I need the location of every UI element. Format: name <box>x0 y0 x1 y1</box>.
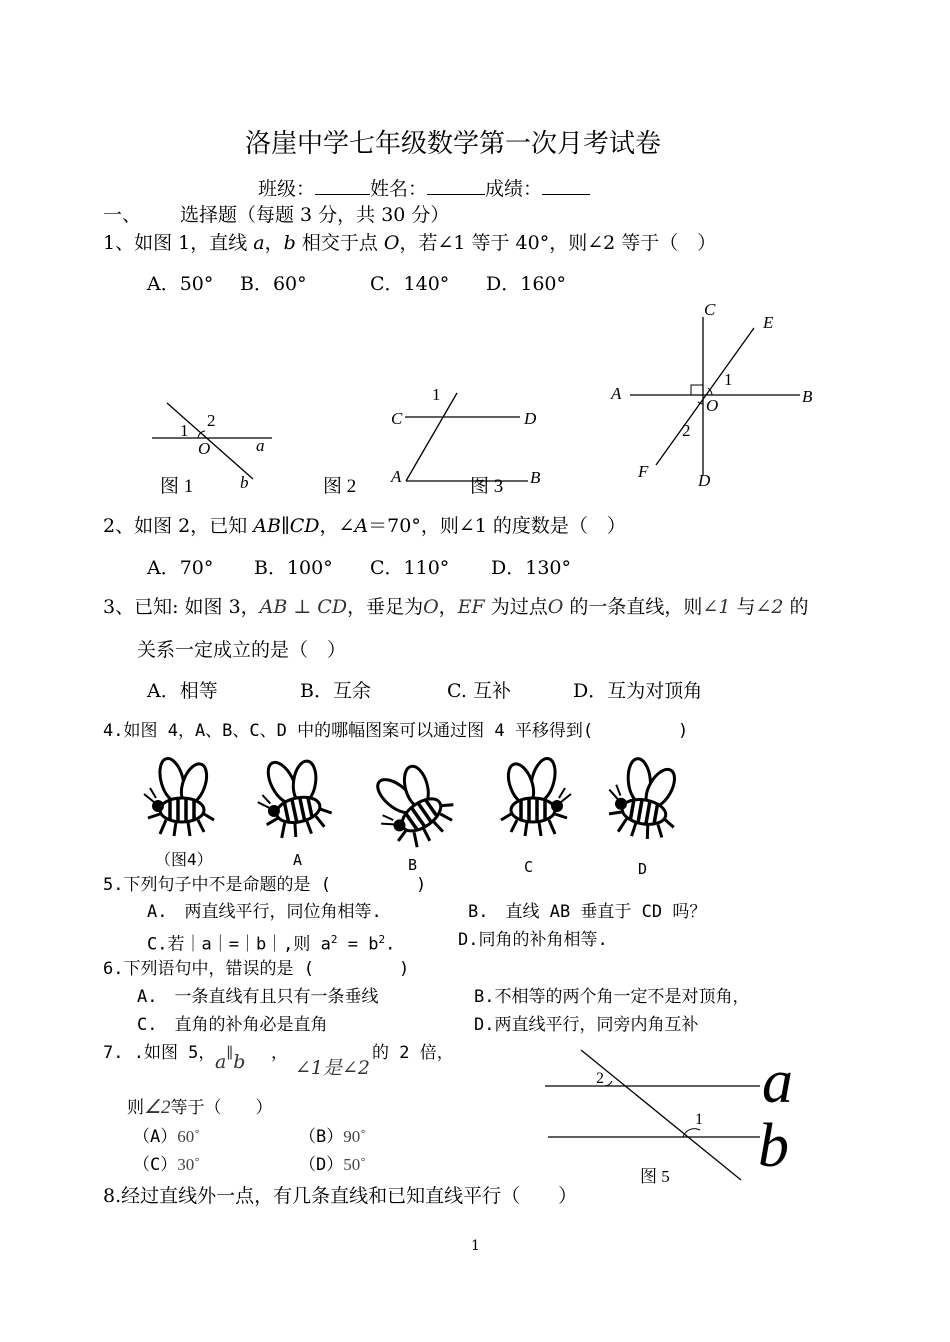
q2-option-d: D．130° <box>491 557 571 579</box>
q7-option-b-label: （B） <box>299 1127 344 1147</box>
q3-option-d: D．互为对顶角 <box>573 680 703 702</box>
q3-text-a: 3、已知: 如图 3， <box>103 596 260 618</box>
q1-text-b: 相交于点 <box>295 232 384 254</box>
q6-option-a: A. 一条直线有且只有一条垂线 <box>137 987 379 1007</box>
fig3-label-2: 2 <box>682 421 691 440</box>
name-label: 姓名： <box>370 178 428 200</box>
q1-sep: ， <box>264 232 284 254</box>
fig3-label-o: O <box>706 396 719 415</box>
class-label: 班级： <box>258 178 316 200</box>
fig1-label-o: O <box>198 439 211 458</box>
score-label: 成绩： <box>485 178 543 200</box>
q3-text-d: 的一条直线，则 <box>563 596 703 618</box>
score-blank[interactable] <box>542 176 590 195</box>
q3-text-f: 的 <box>783 596 809 618</box>
q1-text-a: 1、如图 1，直线 <box>103 232 254 254</box>
q5-option-a: A. 两直线平行，同位角相等. <box>147 902 382 922</box>
fig5-label-a: a <box>762 1048 793 1116</box>
q5-option-c-text-b: = b <box>337 934 379 955</box>
q6-option-d: D.两直线平行，同旁内角互补 <box>474 1015 699 1035</box>
q6-option-c: C. 直角的补角必是直角 <box>137 1015 328 1035</box>
q7-text-b: 的 2 倍， <box>372 1043 454 1063</box>
bee-figure-4 <box>144 756 214 836</box>
fig5-transversal <box>581 1050 741 1180</box>
student-info-line <box>258 176 590 201</box>
q7-option-a-label: （A） <box>133 1127 178 1147</box>
fig3-label-e: E <box>763 313 774 332</box>
figure-3 <box>470 300 813 497</box>
q7-angle-expr: ∠1是∠2 <box>295 1057 371 1079</box>
q2-parallel: ∥ <box>280 515 290 537</box>
fig1-label-b: b <box>240 473 249 492</box>
fig2-label-c: C <box>391 409 403 428</box>
class-blank[interactable] <box>315 176 370 195</box>
q3-var-o: O <box>423 596 439 618</box>
question-4: 4.如图 4，A、B、C、D 中的哪幅图案可以通过图 4 平移得到( ) <box>103 721 689 741</box>
q3-angle-1: ∠1 <box>702 596 731 618</box>
q2-text-a: 2、如图 2，已知 <box>103 515 254 537</box>
q3-expr-ab-perp-cd: AB ⊥ CD <box>259 596 348 618</box>
q7-sep: ， <box>271 1043 288 1063</box>
question-8: 8.经过直线外一点，有几条直线和已知直线平行（ ） <box>103 1185 578 1207</box>
fig5-angle-arc-2 <box>604 1081 612 1086</box>
name-blank[interactable] <box>427 176 485 195</box>
q4-label-d: D <box>638 860 648 878</box>
page-number: 1 <box>471 1238 480 1254</box>
q1-var-o: O <box>383 232 400 254</box>
fig5-label-1: 1 <box>695 1111 703 1128</box>
figure-5 <box>0 1040 950 1200</box>
fig3-label-b: B <box>802 387 813 406</box>
section-heading: 选择题（每题 3 分，共 30 分） <box>180 204 450 226</box>
q4-label-b: B <box>408 856 418 874</box>
q3-text-e: 与 <box>730 596 756 618</box>
fig1-label-1: 1 <box>180 421 189 440</box>
q3-var-o2: O <box>547 596 564 618</box>
question-7-intro: 7. .如图 5， <box>103 1043 216 1063</box>
q2-text-b: ，∠ <box>319 515 355 537</box>
fig3-line-ef <box>656 328 754 465</box>
fig1-caption: 图 1 <box>160 476 194 497</box>
fig3-caption: 图 3 <box>470 476 504 497</box>
q2-option-a: A．70° <box>147 557 214 579</box>
question-2 <box>103 514 626 538</box>
figures-1-3 <box>0 295 950 515</box>
q4-bee-figures <box>0 752 950 882</box>
q1-option-c: C．140° <box>370 273 450 295</box>
question-6: 6.下列语句中，错误的是 ( ) <box>103 959 410 979</box>
q3-angle-2: ∠2 <box>755 596 784 618</box>
q7-option-a-value: 60˚ <box>177 1127 200 1146</box>
figure-2 <box>323 385 541 497</box>
fig3-label-c: C <box>704 300 716 319</box>
q4-label-c: C <box>524 858 534 876</box>
q6-option-b: B.不相等的两个角一定不是对顶角， <box>474 987 750 1007</box>
q5-option-d: D.同角的补角相等. <box>458 930 608 950</box>
q5-option-c-text-c: . <box>385 934 396 955</box>
q3-option-c: C. 互补 <box>447 680 511 702</box>
fig3-label-d: D <box>698 471 711 490</box>
q3-var-ef: EF <box>457 596 485 618</box>
q3-option-b: B．互余 <box>300 680 371 702</box>
bee-option-d[interactable] <box>602 752 685 843</box>
fig3-right-angle-mark <box>691 385 703 395</box>
q7-option-c-value: 30˚ <box>177 1155 200 1174</box>
q7-parallel: ∥ <box>226 1044 234 1062</box>
q7-option-b-value: 90˚ <box>343 1127 366 1146</box>
q3-text-c: 为过点 <box>484 596 548 618</box>
fig5-label-b: b <box>758 1112 789 1180</box>
question-1 <box>103 231 716 255</box>
q3-sep: ， <box>438 596 458 618</box>
question-3-line-1 <box>103 595 809 619</box>
fig5-caption: 图 5 <box>640 1167 670 1186</box>
q2-option-c: C．110° <box>370 557 450 579</box>
section-number: 一、 <box>103 204 142 226</box>
q1-option-b: B．60° <box>240 273 307 295</box>
q2-option-b: B．100° <box>254 557 333 579</box>
q5-option-b: B. 直线 AB 垂直于 CD 吗？ <box>468 902 707 922</box>
q2-cd: CD <box>289 515 320 537</box>
q4-label-figure-4: （图4） <box>155 850 213 869</box>
q5-option-c <box>147 928 395 957</box>
fig2-label-b: B <box>530 468 541 487</box>
q1-option-d: D．160° <box>486 273 566 295</box>
q7-then: 则 <box>127 1098 144 1118</box>
q5-option-c-text-a: C.若｜a｜=｜b｜,则 a <box>147 934 331 955</box>
fig3-label-1: 1 <box>724 370 733 389</box>
question-5: 5.下列句子中不是命题的是 ( ) <box>103 875 427 895</box>
fig2-label-1: 1 <box>432 385 441 404</box>
figure-1 <box>152 403 272 497</box>
bee-option-b[interactable] <box>359 752 462 858</box>
q2-var-a: A <box>354 515 369 537</box>
q4-label-a: A <box>293 851 303 869</box>
q1-var-a: a <box>253 232 265 254</box>
q5-option-c-sup-1: 2 <box>330 933 338 946</box>
fig1-label-2: 2 <box>207 411 216 430</box>
q3-option-a: A．相等 <box>147 680 218 702</box>
bee-option-c[interactable] <box>501 756 571 836</box>
q7-option-d-value: 50˚ <box>343 1155 366 1174</box>
fig2-label-d: D <box>524 409 537 428</box>
q1-text-c: ，若∠1 等于 40°，则∠2 等于（ ） <box>399 232 717 254</box>
q7-equals: 等于（ ） <box>170 1098 273 1118</box>
q1-option-a: A．50° <box>147 273 214 295</box>
fig3-label-f: F <box>638 462 649 481</box>
question-3-line-2: 关系一定成立的是（ ） <box>137 639 347 661</box>
q7-var-b: b <box>233 1051 246 1073</box>
q7-angle-2: ∠2 <box>144 1097 171 1118</box>
q7-option-d-label: （D） <box>299 1155 344 1175</box>
fig2-label-a: A <box>391 467 402 486</box>
q3-text-b: ，垂足为 <box>347 596 424 618</box>
fig2-caption: 图 2 <box>323 476 357 497</box>
q5-option-c-sup-2: 2 <box>378 933 386 946</box>
q7-option-c-label: （C） <box>133 1155 178 1175</box>
fig2-transversal <box>406 393 457 481</box>
q1-var-b: b <box>283 232 296 254</box>
fig1-label-a: a <box>256 436 265 455</box>
fig3-label-a: A <box>611 384 622 403</box>
q7-var-a: a <box>215 1051 227 1073</box>
q2-ab: AB <box>253 515 281 537</box>
exam-title: 洛崖中学七年级数学第一次月考试卷 <box>245 129 662 159</box>
bee-option-a[interactable] <box>250 750 335 843</box>
q2-text-c: ＝70°，则∠1 的度数是（ ） <box>368 515 626 537</box>
fig5-label-2: 2 <box>596 1070 604 1087</box>
